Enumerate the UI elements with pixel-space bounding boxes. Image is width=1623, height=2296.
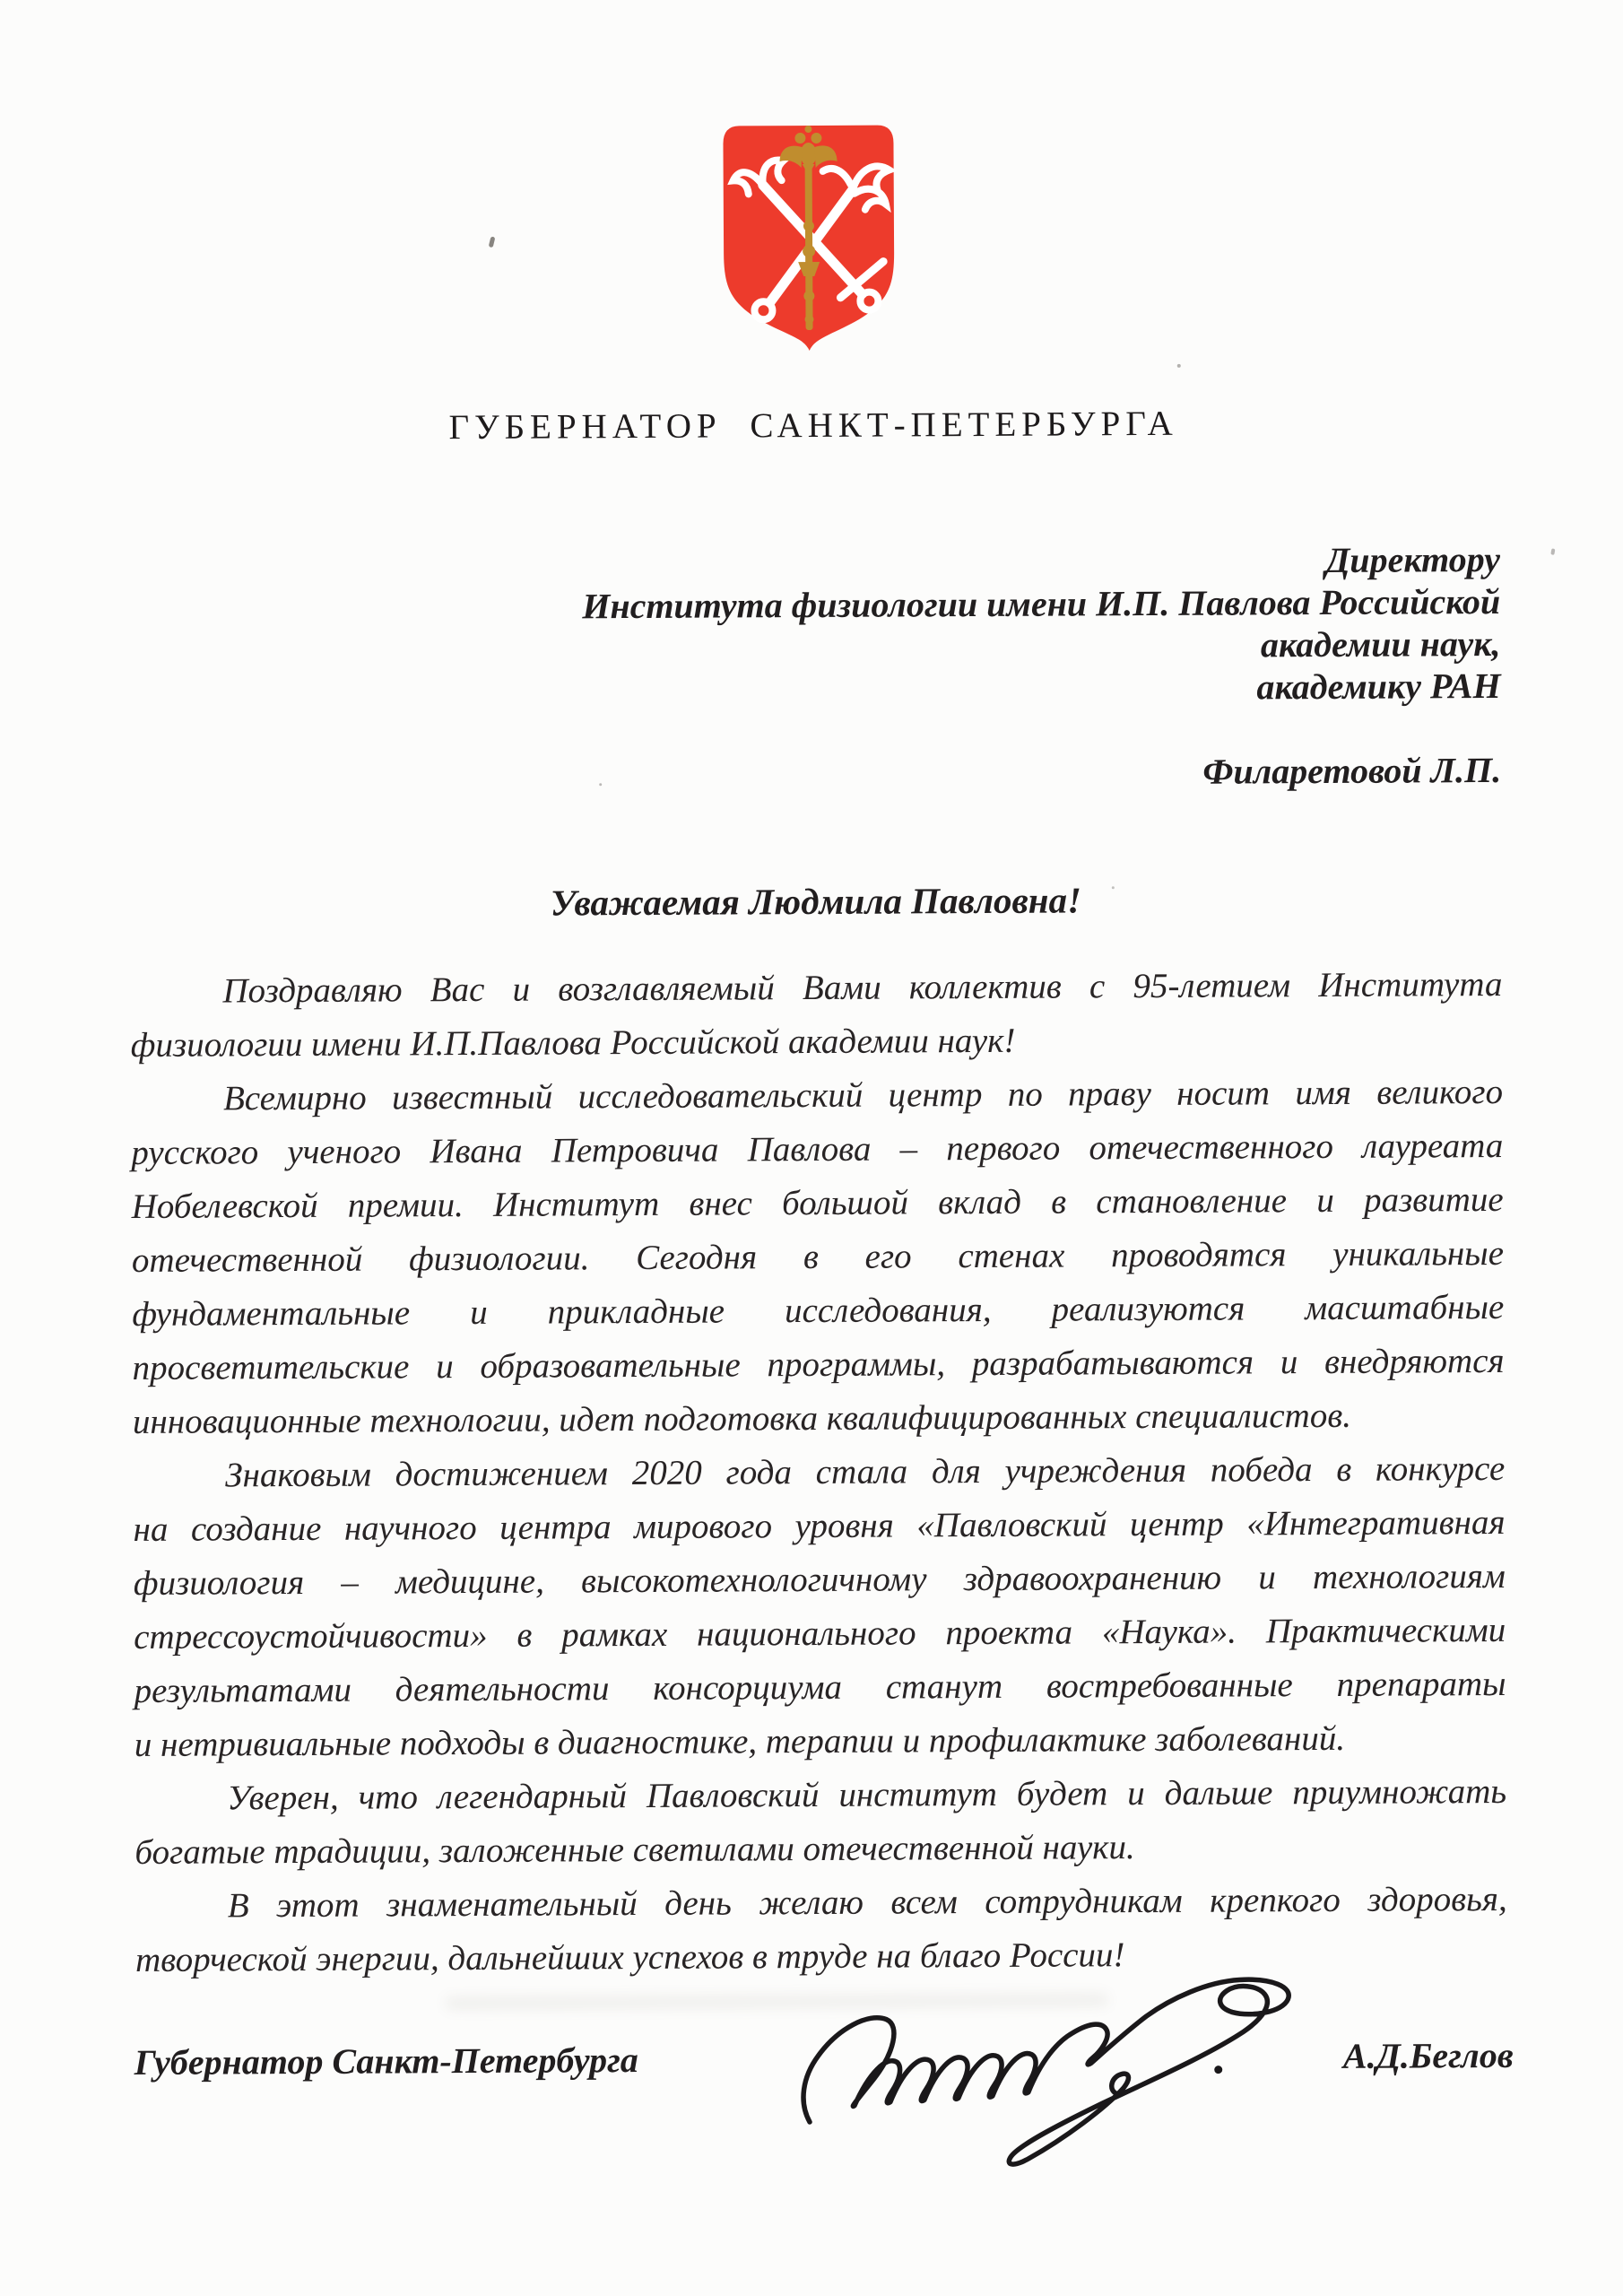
scan-speck <box>1550 548 1555 555</box>
body-paragraph <box>130 958 1503 1073</box>
body-line: на создание научного центра мирового уровня «Павловский центр «Интегративная <box>133 1502 1506 1549</box>
scan-speck <box>599 783 602 786</box>
addressee-block <box>582 538 1501 796</box>
body-line: физиологии имени И.П.Павлова Российской академии наук! <box>130 1021 1016 1065</box>
body-paragraph <box>133 1442 1506 1772</box>
body-paragraph <box>135 1765 1507 1880</box>
body-line: инновационные технологии, идет подготовка квалифицированных специалистов. <box>132 1396 1352 1441</box>
body-paragraph <box>135 1873 1508 1987</box>
body-line: фундаментальные и прикладные исследования, реализуются масштабные <box>132 1287 1505 1334</box>
scan-bleedthrough <box>445 1993 1108 2010</box>
signoff-title: Губернатор Санкт-Петербурга <box>134 2039 638 2083</box>
body-line: и нетривиальные подходы в диагностике, терапии и профилактике заболеваний. <box>134 1718 1346 1764</box>
addressee-lines <box>582 538 1501 711</box>
scan-speck <box>1112 886 1115 889</box>
salutation: Уважаемая Людмила Павловна! <box>550 879 1082 924</box>
body-line: отечественной физиологии. Сегодня в его стенах проводятся уникальные <box>131 1233 1505 1280</box>
addressee-line: академику РАН <box>1256 665 1501 708</box>
addressee-line: Института физиологии имени И.П. Павлова Российской <box>582 580 1501 627</box>
letter-body <box>130 958 1507 1987</box>
body-line: стрессоустойчивости» в рамках национального проекта «Наука». Практическими <box>134 1610 1506 1657</box>
addressee-line: Директору <box>1324 538 1501 580</box>
letterhead-title: ГУБЕРНАТОР САНКТ-ПЕТЕРБУРГА <box>448 404 1178 448</box>
body-line: Знаковым достижением 2020 года стала для учреждения победа в конкурсе <box>225 1448 1506 1495</box>
body-paragraph <box>131 1065 1505 1449</box>
body-line: результатами деятельности консорциума станут востребованные препараты <box>134 1664 1506 1710</box>
scan-speck <box>1177 364 1181 368</box>
saint-petersburg-coat-of-arms-icon <box>717 119 899 352</box>
body-line: просветительские и образовательные программы, разрабатываются и внедряются <box>132 1341 1505 1387</box>
body-line: русского ученого Ивана Петровича Павлова – первого отечественного лауреата <box>131 1126 1504 1172</box>
body-line: Нобелевской премии. Институт внес большой вклад в становление и развитие <box>131 1179 1504 1226</box>
body-line: богатые традиции, заложенные светилами отечественной науки. <box>135 1828 1135 1872</box>
body-line: творческой энергии, дальнейших успехов в труде на благо России! <box>135 1935 1125 1979</box>
body-line: физиология – медицине, высокотехнологичному здравоохранению и технологиям <box>133 1556 1506 1603</box>
scan-speck <box>489 236 496 248</box>
addressee-line: академии наук, <box>1260 622 1501 665</box>
body-line: Всемирно известный исследовательский центр по праву носит имя великого <box>222 1072 1504 1118</box>
signoff-name: А.Д.Беглов <box>1342 2034 1514 2076</box>
body-line: Уверен, что легендарный Павловский институт будет и дальше приумножать <box>227 1771 1507 1818</box>
body-line: В этот знаменательный день желаю всем сотрудникам крепкого здоровья, <box>227 1879 1507 1926</box>
body-line: Поздравляю Вас и возглавляемый Вами коллектив с 95-летием Института <box>222 964 1503 1011</box>
addressee-name: Филаретовой Л.П. <box>1202 749 1502 792</box>
